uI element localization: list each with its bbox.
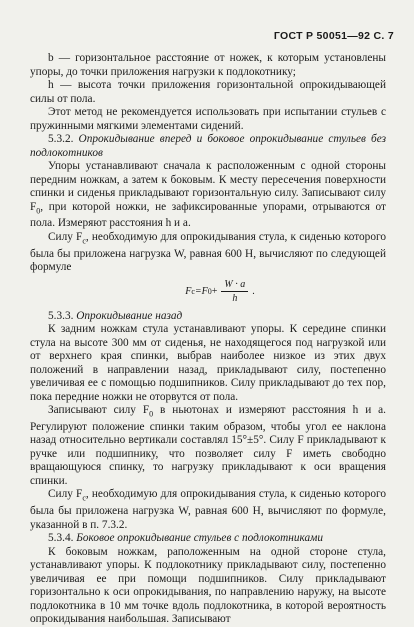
note-paragraph: Этот метод не рекомендуется использовать при испытании стульев с пружинными мягкими элементами сидений.: [30, 106, 386, 132]
page-header: ГОСТ Р 50051—92 С. 7: [273, 30, 394, 42]
definition-h: h — высота точки приложения горизонтальной опрокидывающей силы от пола.: [30, 79, 386, 105]
paragraph-stops-forward: Упоры устанавливают сначала к расположенным с одной стороны передним ножкам, а затем к боковым. К месту пересечения поверхности спинки и сиденья прикладывают горизонтальную силу. Записывают силу $F_0$, при которой ножки, не зафиксированные упорами, отрываются от пола. Измеряют расстояния h и a.: [30, 160, 386, 230]
paragraph-force-fc: Силу $F_c$, необходимую для опрокидывания стула, к сиденью которого была бы приложена нагрузка W, равная 600 Н, вычисляют по следующей формуле: [30, 230, 386, 273]
section-5-3-3-heading: 5.3.3. Опрокидывание назад: [48, 309, 183, 322]
paragraph-force-fc-back: Силу $F_c$, необходимую для опрокидывания стула, к сиденью которого была бы приложена нагрузка W, равная 600 Н, вычисляют по формуле, указанной в п. 7.3.2.: [30, 488, 386, 531]
section-number: 5.3.2.: [48, 133, 74, 145]
formula-fraction: $\frac{W \cdot a}{h}$: [221, 278, 248, 306]
formula: F c =F 0 + $\frac{W \cdot a}{h}$ .: [185, 278, 255, 304]
section-5-3-2-heading: [30, 133, 386, 160]
body-text: [30, 52, 386, 627]
definition-b: b — горизонтальное расстояние от ножек, к которым установлены упоры, до точки приложения нагрузки к подлокотнику;: [30, 52, 386, 78]
paragraph-backward: К задним ножкам стула устанавливают упоры. К середине спинки стула на высоте 300 мм от сиденья, не находящегося под нагрузкой или от верхнего края спинки, выбрав наиболее низкое из этих двух положений в направлении назад, прикладывают силу, постепенно увеличивая ее с помощью подшипников. Силу прикладывают до тех пор, пока передние ножки не оторвутся от пола.: [30, 323, 386, 403]
section-title: Опрокидывание вперед и боковое опрокидывание стульев без подлокотников: [30, 133, 386, 159]
section-5-3-4-heading: 5.3.4. Боковое опрокидывание стульев с подлокотниками: [48, 532, 324, 544]
paragraph-record-force: Записывают силу $F_0$ в ньютонах и измеряют расстояния h и a. Регулируют положение спинки таким образом, чтобы угол ее наклона назад относительно вертикали составлял 15°±5°. Силу F прикладывают к ручке или подшипнику, что позволяет силу F иметь свободно вращающуюся спинку, то нагрузку прикладывают к оси вращения спинки.: [30, 404, 386, 487]
paragraph-side-armrests: К боковым ножкам, раположенным на одной стороне стула, устанавливают упоры. К подлокотнику прикладывают силу, постепенно увеличивая ее при помощи подшипников. Силу прикладывают горизонтально к оси опрокидывания, по направлению наружу, на высоте подлокотника в 10 мм точке вдоль подлокотника, в которой вероятность опрокидывания наибольшая. Записывают: [30, 545, 386, 625]
